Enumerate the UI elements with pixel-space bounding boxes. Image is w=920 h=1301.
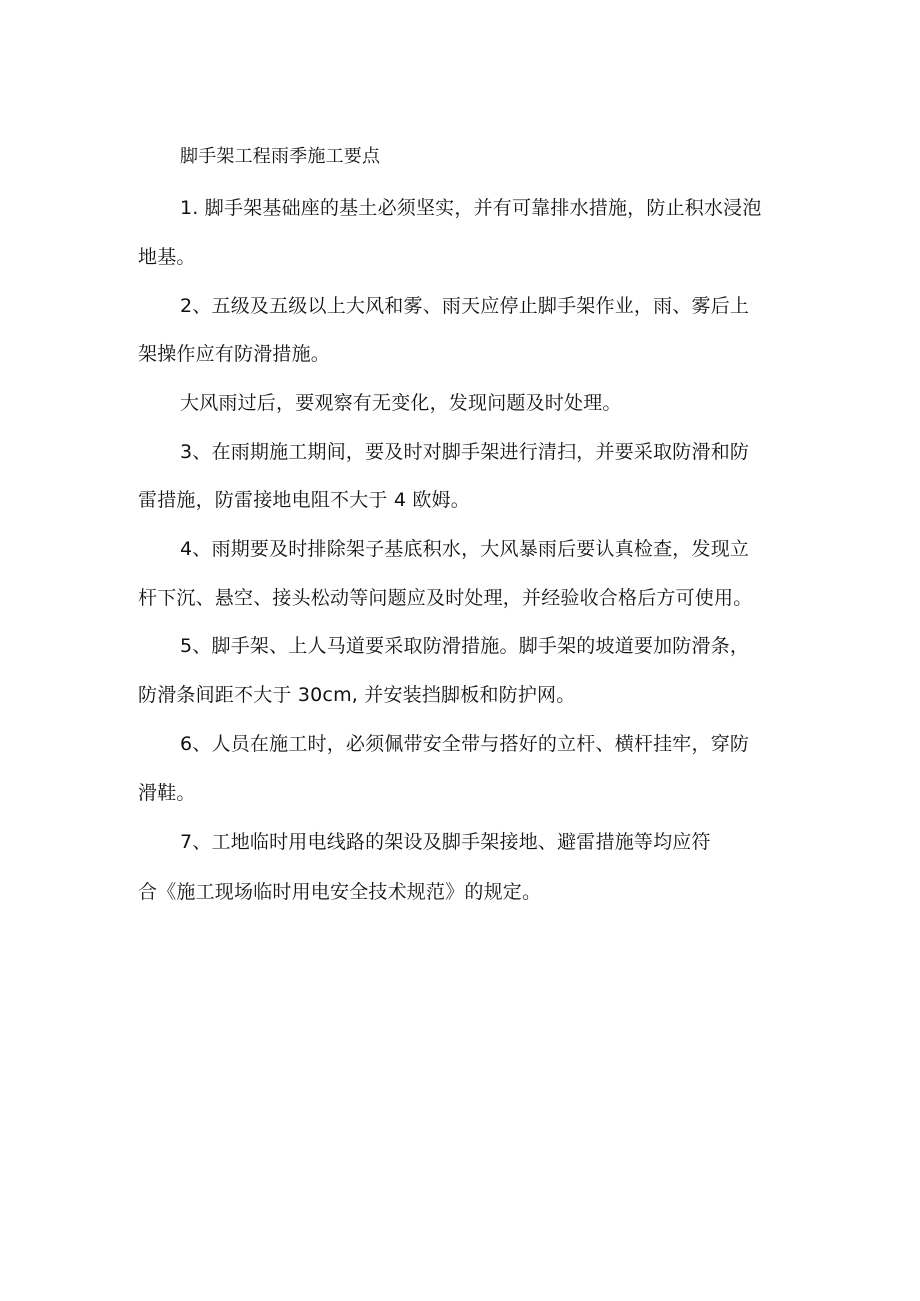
paragraph-5-line-1: 5、脚手架、上人马道要采取防滑措施。脚手架的坡道要加防滑条，: [180, 635, 750, 657]
paragraph-2-line-2: 架操作应有防滑措施。: [138, 343, 331, 365]
paragraph-2-line-1: 2、五级及五级以上大风和雾、雨天应停止脚手架作业，雨、雾后上: [180, 295, 750, 317]
paragraph-6-line-1: 6、人员在施工时，必须佩带安全带与搭好的立杆、横杆挂牢，穿防: [180, 733, 750, 755]
paragraph-5-line-2: 防滑条间距不大于 30cm, 并安装挡脚板和防护网。: [138, 684, 576, 706]
paragraph-1-line-1: 1. 脚手架基础座的基土必须坚实，并有可靠排水措施，防止积水浸泡: [180, 197, 762, 219]
paragraph-4-line-1: 4、雨期要及时排除架子基底积水，大风暴雨后要认真检查，发现立: [180, 538, 750, 560]
paragraph-7-line-2: 合《施工现场临时用电安全技术规范》的规定。: [138, 881, 542, 903]
paragraph-3-line-2: 雷措施，防雷接地电阻不大于 4 欧姆。: [138, 489, 470, 511]
paragraph-3-line-1: 3、在雨期施工期间，要及时对脚手架进行清扫，并要采取防滑和防: [180, 441, 750, 463]
paragraph-4-line-2: 杆下沉、悬空、接头松动等问题应及时处理，并经验收合格后方可使用。: [138, 587, 753, 609]
document-title: 脚手架工程雨季施工要点: [180, 146, 381, 167]
paragraph-2-note: 大风雨过后，要观察有无变化，发现问题及时处理。: [180, 392, 622, 414]
paragraph-7-line-1: 7、工地临时用电线路的架设及脚手架接地、避雷措施等均应符: [180, 831, 711, 853]
paragraph-6-line-2: 滑鞋。: [138, 782, 196, 804]
paragraph-1-line-2: 地基。: [138, 246, 196, 268]
